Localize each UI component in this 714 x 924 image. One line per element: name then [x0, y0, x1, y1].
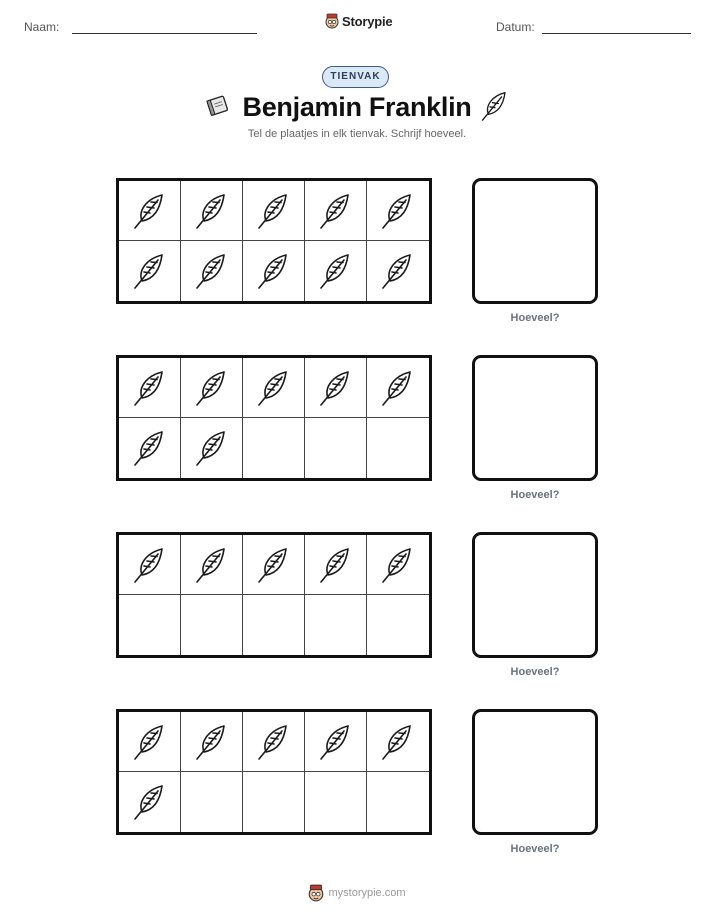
feather-icon	[318, 191, 354, 231]
ten-frame-cell	[181, 595, 243, 655]
ten-frame-cell	[243, 712, 305, 772]
ten-frame-cell	[243, 181, 305, 241]
ten-frame-cell	[305, 358, 367, 418]
feather-icon	[132, 782, 168, 822]
ten-frame-cell	[305, 535, 367, 595]
ten-frame-cell	[367, 595, 429, 655]
ten-frame-cell	[181, 418, 243, 478]
ten-frame-cell	[243, 772, 305, 832]
ten-frame-cell	[119, 772, 181, 832]
ten-frame-cell	[367, 418, 429, 478]
ten-frame-cell	[367, 358, 429, 418]
ten-frame-cell	[305, 595, 367, 655]
ten-frame-cell	[305, 418, 367, 478]
date-label: Datum:	[496, 20, 535, 34]
ten-frame	[116, 178, 432, 304]
mascot-icon	[308, 884, 324, 902]
feather-icon	[380, 545, 416, 585]
ten-frame-cell	[243, 595, 305, 655]
ten-frame-cell	[119, 181, 181, 241]
answer-label: Hoeveel?	[510, 489, 560, 501]
feather-icon	[318, 722, 354, 762]
feather-icon	[256, 368, 292, 408]
ten-frame-cell	[367, 241, 429, 301]
feather-icon	[380, 368, 416, 408]
ten-frame-cell	[243, 241, 305, 301]
brand-name: Storypie	[342, 13, 393, 29]
ten-frame-cell	[305, 712, 367, 772]
feather-icon	[132, 545, 168, 585]
feather-icon	[380, 722, 416, 762]
answer-box[interactable]	[472, 532, 598, 658]
ten-frame-cell	[119, 241, 181, 301]
feather-icon	[132, 722, 168, 762]
feather-icon	[480, 89, 510, 123]
feather-icon	[132, 368, 168, 408]
ten-frame	[116, 709, 432, 835]
footer-url[interactable]: mystorypie.com	[328, 887, 406, 899]
feather-icon	[194, 368, 230, 408]
ten-frame-cell	[119, 358, 181, 418]
ten-frame-cell	[367, 772, 429, 832]
footer	[0, 884, 714, 902]
feather-icon	[194, 545, 230, 585]
ten-frame-cell	[367, 712, 429, 772]
ten-frame-cell	[367, 535, 429, 595]
ten-frame	[116, 355, 432, 481]
topic-badge: TIENVAK	[322, 66, 389, 88]
ten-frame-cell	[181, 181, 243, 241]
page-title: Benjamin Franklin	[242, 92, 472, 122]
ten-frame-cell	[243, 418, 305, 478]
feather-icon	[194, 428, 230, 468]
ten-frame-cell	[181, 535, 243, 595]
feather-icon	[318, 545, 354, 585]
ten-frame-cell	[181, 358, 243, 418]
feather-icon	[256, 251, 292, 291]
ten-frame-cell	[305, 772, 367, 832]
feather-icon	[256, 191, 292, 231]
ten-frame-cell	[181, 712, 243, 772]
answer-label: Hoeveel?	[510, 843, 560, 855]
date-line[interactable]	[542, 33, 691, 34]
feather-icon	[132, 251, 168, 291]
mascot-icon	[325, 13, 339, 29]
ten-frame-cell	[243, 358, 305, 418]
answer-box[interactable]	[472, 709, 598, 835]
ten-frame-cell	[119, 535, 181, 595]
answer-label: Hoeveel?	[510, 312, 560, 324]
answer-box[interactable]	[472, 355, 598, 481]
feather-icon	[194, 251, 230, 291]
ten-frame-cell	[119, 712, 181, 772]
feather-icon	[256, 545, 292, 585]
ten-frame	[116, 532, 432, 658]
brand-logo	[325, 13, 392, 29]
feather-icon	[318, 368, 354, 408]
ten-frame-cell	[367, 181, 429, 241]
feather-icon	[194, 722, 230, 762]
ten-frame-cell	[119, 418, 181, 478]
feather-icon	[256, 722, 292, 762]
feather-icon	[318, 251, 354, 291]
ten-frame-cell	[305, 241, 367, 301]
ten-frame-cell	[305, 181, 367, 241]
name-line[interactable]	[72, 33, 257, 34]
answer-box[interactable]	[472, 178, 598, 304]
feather-icon	[380, 251, 416, 291]
feather-icon	[132, 191, 168, 231]
name-label: Naam:	[24, 20, 60, 34]
feather-icon	[380, 191, 416, 231]
ten-frame-cell	[181, 241, 243, 301]
feather-icon	[132, 428, 168, 468]
ten-frame-cell	[181, 772, 243, 832]
ten-frame-cell	[243, 535, 305, 595]
answer-label: Hoeveel?	[510, 666, 560, 678]
feather-icon	[194, 191, 230, 231]
ten-frame-cell	[119, 595, 181, 655]
instructions: Tel de plaatjes in elk tienvak. Schrijf hoeveel.	[247, 128, 467, 140]
